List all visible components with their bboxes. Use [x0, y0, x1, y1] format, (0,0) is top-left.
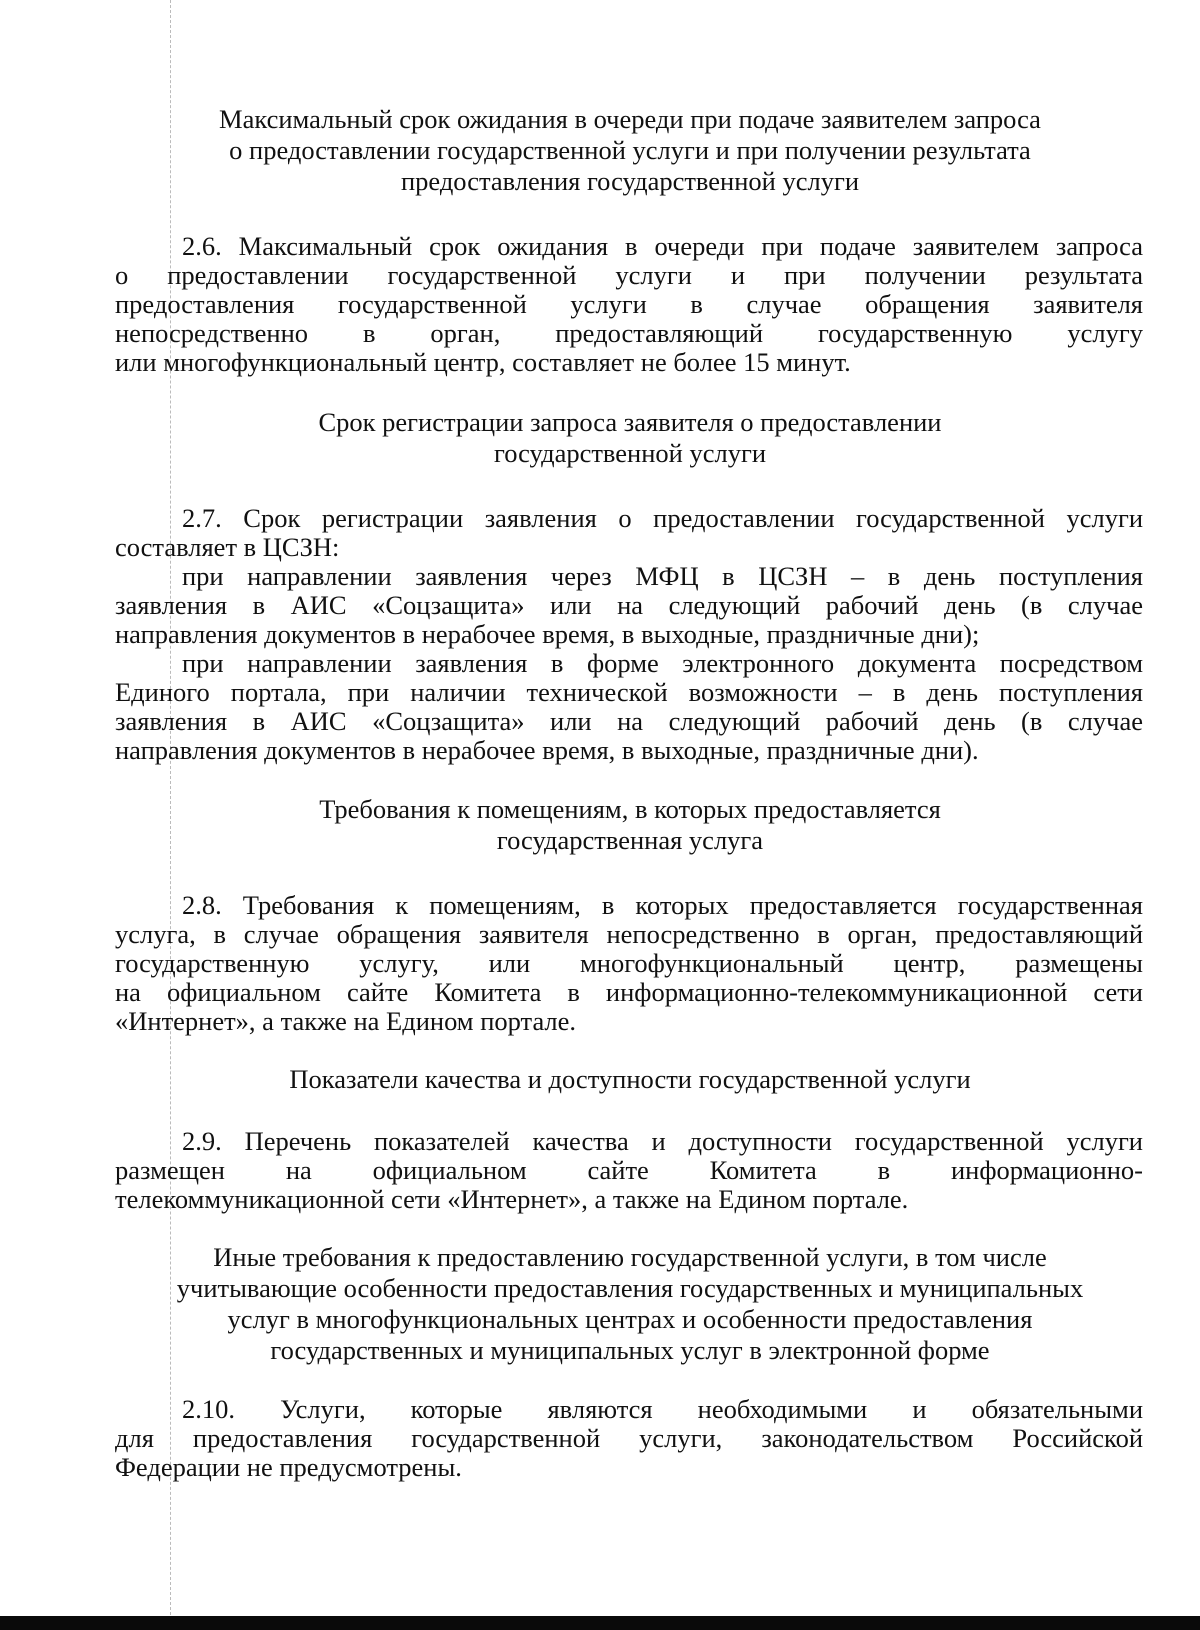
paragraph-line: Федерации не предусмотрены. [115, 1452, 462, 1482]
paragraph-2-6 [115, 232, 1143, 377]
paragraph-line: составляет в ЦСЗН: [115, 532, 340, 562]
heading-line: Иные требования к предоставлению государственной услуги, в том числе [213, 1242, 1047, 1272]
paragraph-line: размещен на официальном сайте Комитета в информационно- [115, 1155, 1143, 1185]
paragraph-2-8 [115, 891, 1143, 1036]
paragraph-line: 2.10. Услуги, которые являются необходимыми и обязательными [182, 1394, 1143, 1424]
scan-bottom-edge [0, 1616, 1200, 1630]
section-heading-waiting-time [140, 104, 1120, 197]
heading-line: государственная услуга [496, 825, 764, 855]
paragraph-line: при направлении заявления через МФЦ в ЦСЗН – в день поступления [182, 561, 1143, 591]
heading-line: услуг в многофункциональных центрах и особенности предоставления [227, 1304, 1033, 1334]
paragraph-line: направления документов в нерабочее время, в выходные, праздничные дни). [115, 735, 979, 765]
heading-line: Требования к помещениям, в которых предоставляется [319, 794, 941, 824]
paragraph-line: или многофункциональный центр, составляет не более 15 минут. [115, 347, 851, 377]
paragraph-line: 2.9. Перечень показателей качества и доступности государственной услуги [182, 1126, 1143, 1156]
heading-line: государственной услуги [493, 438, 767, 468]
paragraph-line: на официальном сайте Комитета в информационно-телекоммуникационной сети [115, 977, 1143, 1007]
section-heading-premises [140, 794, 1120, 856]
paragraph-line: услуга, в случае обращения заявителя непосредственно в орган, предоставляющий [115, 919, 1143, 949]
paragraph-2-7 [115, 504, 1143, 765]
paragraph-2-10 [115, 1395, 1143, 1482]
heading-line: государственных и муниципальных услуг в электронной форме [270, 1335, 990, 1365]
paragraph-2-9 [115, 1127, 1143, 1214]
paragraph-line: заявления в АИС «Соцзащита» или на следующий рабочий день (в случае [115, 590, 1143, 620]
paragraph-line: Единого портала, при наличии технической возможности – в день поступления [115, 677, 1143, 707]
heading-line: о предоставлении государственной услуги и при получении результата [229, 135, 1031, 165]
heading-line: Срок регистрации запроса заявителя о предоставлении [318, 407, 942, 437]
paragraph-line: государственную услугу, или многофункциональный центр, размещены [115, 948, 1143, 978]
paragraph-line: направления документов в нерабочее время, в выходные, праздничные дни); [115, 619, 980, 649]
paragraph-line: 2.8. Требования к помещениям, в которых предоставляется государственная [182, 890, 1143, 920]
heading-line: Максимальный срок ожидания в очереди при подаче заявителем запроса [219, 104, 1041, 134]
section-heading-quality [140, 1064, 1120, 1095]
paragraph-line: предоставления государственной услуги в случае обращения заявителя [115, 289, 1143, 319]
heading-line: Показатели качества и доступности государственной услуги [289, 1064, 971, 1094]
paragraph-line: заявления в АИС «Соцзащита» или на следующий рабочий день (в случае [115, 706, 1143, 736]
section-heading-registration [140, 407, 1120, 469]
paragraph-line: «Интернет», а также на Едином портале. [115, 1006, 577, 1036]
heading-line: предоставления государственной услуги [400, 166, 860, 196]
paragraph-line: о предоставлении государственной услуги и при получении результата [115, 260, 1143, 290]
paragraph-line: непосредственно в орган, предоставляющий государственную услугу [115, 318, 1143, 348]
paragraph-line: при направлении заявления в форме электронного документа посредством [182, 648, 1143, 678]
heading-line: учитывающие особенности предоставления государственных и муниципальных [176, 1273, 1084, 1303]
paragraph-line: 2.6. Максимальный срок ожидания в очереди при подаче заявителем запроса [182, 231, 1143, 261]
paragraph-line: для предоставления государственной услуги, законодательством Российской [115, 1423, 1143, 1453]
paragraph-line: телекоммуникационной сети «Интернет», а также на Едином портале. [115, 1184, 909, 1214]
section-heading-other-requirements [140, 1242, 1120, 1366]
paragraph-line: 2.7. Срок регистрации заявления о предоставлении государственной услуги [182, 503, 1143, 533]
